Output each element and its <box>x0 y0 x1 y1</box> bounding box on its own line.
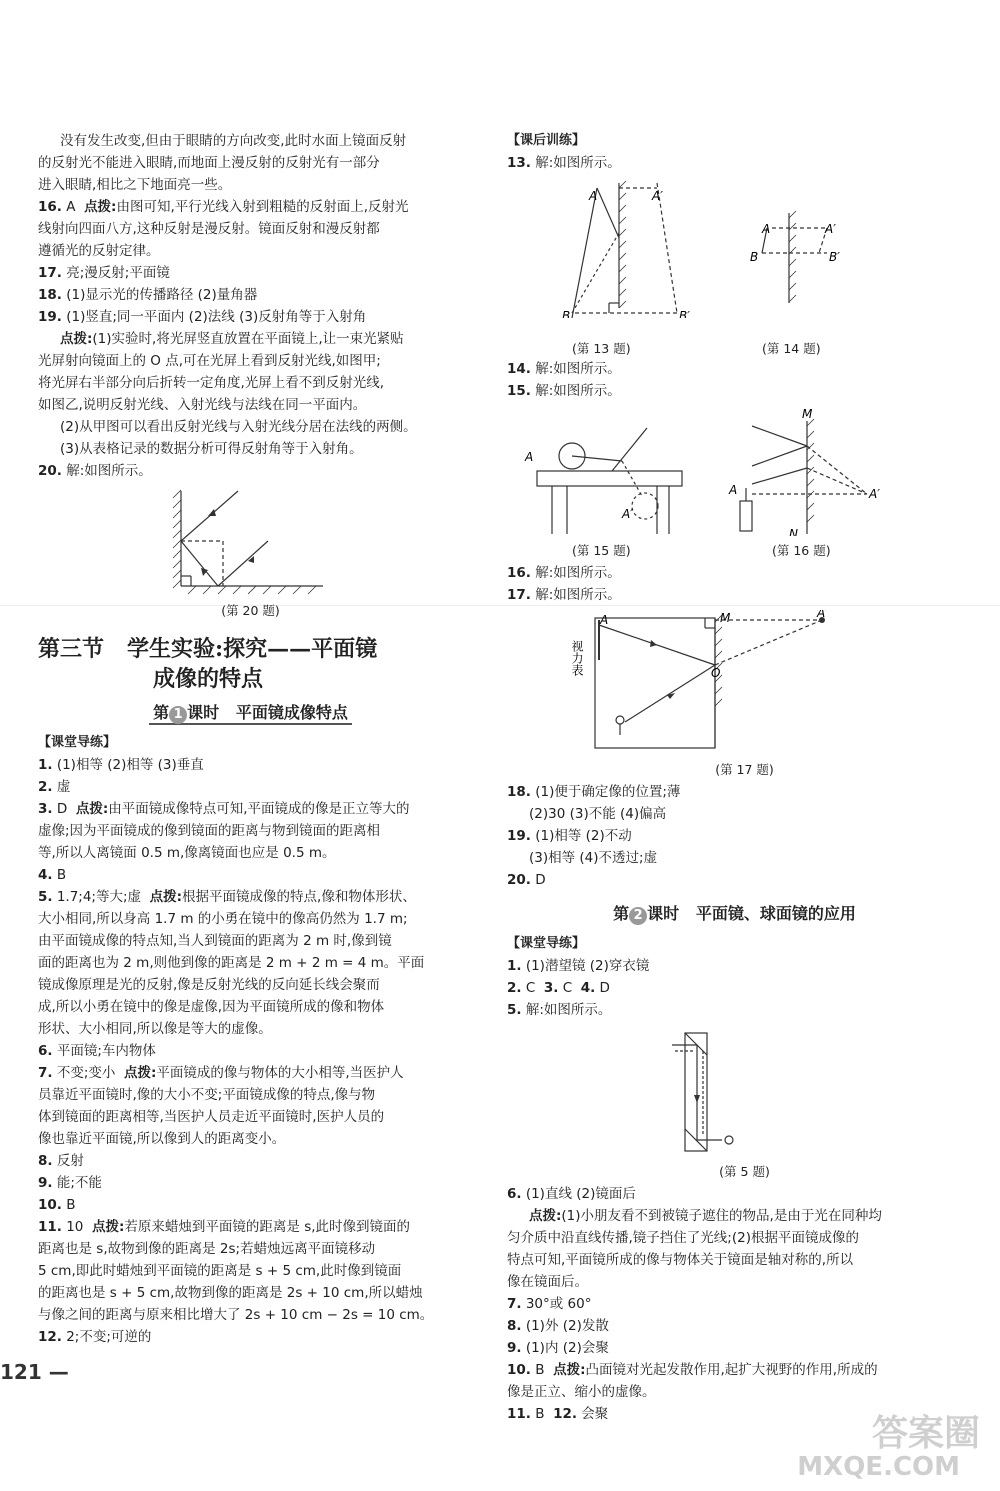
figure-caption-14: (第 14 题) <box>762 341 821 356</box>
answer-7: 7. 不变;变小 点拨:平面镜成的像与物体的大小相等,当医护人 <box>38 1065 404 1081</box>
answer-20: 20. 解:如图所示。 <box>38 463 152 479</box>
label-A-prime: A′ <box>869 487 880 501</box>
label-B: B <box>750 250 759 264</box>
mirror-diagram-20 <box>38 486 463 611</box>
answer-line: 如图乙,说明反射光线、入射光线与法线在同一平面内。 <box>38 397 367 413</box>
answer-1: 1. (1)相等 (2)相等 (3)垂直 <box>38 757 204 773</box>
watermark-logo: 答案圈 <box>871 1413 980 1454</box>
answer-2: 2. 虚 <box>38 779 71 795</box>
mirror-diagram-17 <box>507 610 962 755</box>
answer-line: 将光屏右半部分向后折转一定角度,光屏上看不到反射光线, <box>38 375 385 391</box>
answer-line: 由平面镜成像的特点知,当人到镜面的距离为 2 m 时,像到镜 <box>38 933 392 949</box>
answer-17: 17. 亮;漫反射;平面镜 <box>38 265 170 281</box>
answer-8: 8. 反射 <box>38 1153 84 1169</box>
answer-line: 点拨:(1)小朋友看不到被镜子遮住的物品,是由于光在同种均 <box>529 1208 882 1224</box>
continuation-line: 没有发生改变,但由于眼睛的方向改变,此时水面上镜面反射 <box>60 133 407 149</box>
answer-line: 等,所以人离镜面 0.5 m,像离镜面也应是 0.5 m。 <box>38 845 336 861</box>
answer-8: 8. (1)外 (2)发散 <box>507 1318 609 1334</box>
answer-line: (3)从表格记录的数据分析可得反射角等于入射角。 <box>60 441 363 457</box>
answer-5: 5. 解:如图所示。 <box>507 1002 612 1018</box>
label-N: N <box>789 527 798 536</box>
answer-line: 线射向四面八方,这种反射是漫反射。镜面反射和漫反射都 <box>38 221 380 237</box>
figure-captions-15-16 <box>507 540 962 562</box>
answer-10: 10. B 点拨:凸面镜对光起发散作用,起扩大视野的作用,所成的 <box>507 1362 878 1378</box>
figures-15-16 <box>507 406 962 536</box>
label-M: M <box>720 611 731 625</box>
answer-9: 9. (1)内 (2)会聚 <box>507 1340 609 1356</box>
label-A-prime: A′ <box>622 507 633 521</box>
answer-15: 15. 解:如图所示。 <box>507 383 621 399</box>
answer-12: 12. 2;不变;可逆的 <box>38 1329 152 1345</box>
continuation-line: 的反射光不能进入眼睛,而地面上漫反射的反射光有一部分 <box>38 155 380 171</box>
answer-line: 成,所以小勇在镜中的像是虚像,因为平面镜所成的像和物体 <box>38 999 385 1015</box>
lesson-2-heading: 第 2 课时 平面镜、球面镜的应用 <box>613 904 856 923</box>
eye-chart-label: 视力表 <box>570 640 584 676</box>
answer-20: 20. D <box>507 872 546 888</box>
answer-line: 面的距离也为 2 m,则他到像的距离是 2 m + 2 m = 4 m。平面 <box>38 955 425 971</box>
lesson-1-heading: 第 1 课时 平面镜成像特点 <box>38 702 463 724</box>
answer-17: 17. 解:如图所示。 <box>507 587 621 603</box>
label-B: B <box>562 309 571 318</box>
answer-line: (2)从甲图可以看出反射光线与入射光线分居在法线的两侧。 <box>60 419 417 435</box>
figure-17 <box>507 610 962 755</box>
page-number: 121 — <box>0 1360 69 1384</box>
figure-caption-20: (第 20 题) <box>221 603 280 618</box>
continuation-line: 进入眼睛,相比之下地面亮一些。 <box>38 177 232 193</box>
figure-caption-16: (第 16 题) <box>772 543 831 558</box>
answer-18: 18. (1)便于确定像的位置;薄 <box>507 784 681 800</box>
answer-6: 6. (1)直线 (2)镜面后 <box>507 1186 636 1202</box>
label-A: A <box>589 189 598 203</box>
answer-line: 特点可知,平面镜所成的像与物体关于镜面是轴对称的,所以 <box>507 1252 854 1268</box>
answer-line: 点拨:(1)实验时,将光屏竖直放置在平面镜上,让一束光紧贴 <box>60 331 404 347</box>
answer-10: 10. B <box>38 1197 76 1213</box>
periscope-diagram <box>507 1025 962 1157</box>
figure-caption-5: (第 5 题) <box>719 1164 770 1179</box>
answer-line: 体到镜面的距离相等,当医护人员走近平面镜时,医护人员的 <box>38 1109 385 1125</box>
label-A-prime: A′ <box>817 610 828 620</box>
answer-11: 11. 10 点拨:若原来蜡烛到平面镜的距离是 s,此时像到镜面的 <box>38 1219 411 1235</box>
answer-line: 遵循光的反射定律。 <box>38 243 160 259</box>
left-column <box>38 130 463 1348</box>
figure-caption-17: (第 17 题) <box>715 762 774 777</box>
answer-3: 3. D 点拨:由平面镜成像特点可知,平面镜成的像是正立等大的 <box>38 801 410 817</box>
answer-line: 镜成像原理是光的反射,像是反射光线的反向延长线会聚而 <box>38 977 380 993</box>
label-A-prime: A′ <box>825 222 836 236</box>
answer-line: 与像之间的距离与原来相比增大了 2s + 10 cm − 2s = 10 cm。 <box>38 1307 434 1323</box>
answer-16: 16. A 点拨:由图可知,平行光线入射到粗糙的反射面上,反射光 <box>38 199 409 215</box>
answer-line: 虚像;因为平面镜成的像到镜面的距离与物到镜面的距离相 <box>38 823 381 839</box>
figure-20 <box>38 486 463 616</box>
mirror-diagram-13-14 <box>507 178 962 318</box>
section-tag: 【课堂导练】 <box>38 735 117 750</box>
label-A: A <box>600 613 609 627</box>
label-B-prime: B′ <box>679 309 690 318</box>
answer-7: 7. 30°或 60° <box>507 1296 592 1312</box>
answer-line: 大小相同,所以身高 1.7 m 的小勇在镜中的像高仍然为 1.7 m; <box>38 911 408 927</box>
answer-2-3-4: 2. C 3. C 4. D <box>507 980 610 996</box>
answer-13: 13. 解:如图所示。 <box>507 155 621 171</box>
answer-line: 距离也是 s,故物到像的距离是 2s;若蜡烛远离平面镜移动 <box>38 1241 376 1257</box>
answer-line: (2)30 (3)不能 (4)偏高 <box>529 806 667 822</box>
label-O: O <box>711 666 721 680</box>
section-tag: 【课堂导练】 <box>507 936 586 951</box>
answer-18: 18. (1)显示光的传播路径 (2)量角器 <box>38 287 258 303</box>
lesson-number-badge: 1 <box>169 706 187 724</box>
section-subtitle: 成像的特点 <box>153 666 264 692</box>
label-A-prime: A′ <box>652 189 663 203</box>
answer-16: 16. 解:如图所示。 <box>507 565 621 581</box>
answer-line: 员靠近平面镜时,像的大小不变;平面镜成像的特点,像与物 <box>38 1087 376 1103</box>
watermark-url: MXQE.COM <box>797 1452 960 1482</box>
section-tag: 【课后训练】 <box>507 133 586 148</box>
figure-caption-13: (第 13 题) <box>572 341 631 356</box>
figure-caption-15: (第 15 题) <box>572 543 631 558</box>
answer-line: 5 cm,即此时蜡烛到平面镜的距离是 s + 5 cm,此时像到镜面 <box>38 1263 402 1279</box>
right-column <box>507 130 962 1425</box>
answer-19: 19. (1)竖直;同一平面内 (2)法线 (3)反射角等于入射角 <box>38 309 367 325</box>
figures-13-14 <box>507 178 962 356</box>
answer-line: 像在镜面后。 <box>507 1274 588 1290</box>
label-B-prime: B′ <box>829 250 840 264</box>
answer-line: (3)相等 (4)不透过;虚 <box>529 850 658 866</box>
figure-5 <box>507 1025 962 1157</box>
answer-line: 的距离也是 s + 5 cm,故物到像的距离是 2s + 10 cm,所以蜡烛 <box>38 1285 423 1301</box>
lesson-number-badge: 2 <box>629 907 647 925</box>
answer-14: 14. 解:如图所示。 <box>507 361 621 377</box>
answer-line: 像是正立、缩小的虚像。 <box>507 1384 656 1400</box>
answer-4: 4. B <box>38 867 67 883</box>
answer-19: 19. (1)相等 (2)不动 <box>507 828 632 844</box>
label-A: A <box>762 222 771 236</box>
answer-line: 形状、大小相同,所以像是等大的虚像。 <box>38 1021 272 1037</box>
answer-line: 像也靠近平面镜,所以像到人的距离变小。 <box>38 1131 286 1147</box>
label-M: M <box>802 407 813 421</box>
answer-5: 5. 1.7;4;等大;虚 点拨:根据平面镜成像的特点,像和物体形状、 <box>38 889 416 905</box>
answer-line: 光屏射向镜面上的 O 点,可在光屏上看到反射光线,如图甲; <box>38 353 381 369</box>
answer-6: 6. 平面镜;车内物体 <box>38 1043 156 1059</box>
answer-9: 9. 能;不能 <box>38 1175 102 1191</box>
answer-1: 1. (1)潜望镜 (2)穿衣镜 <box>507 958 650 974</box>
answer-line: 匀介质中沿直线传播,镜子挡住了光线;(2)根据平面镜成像的 <box>507 1230 859 1246</box>
label-A: A <box>729 483 738 497</box>
mirror-diagram-15-16 <box>507 406 962 536</box>
label-A: A <box>525 450 534 464</box>
answer-11-12: 11. B 12. 会聚 <box>507 1406 609 1422</box>
section-title: 第三节 学生实验:探究——平面镜 <box>38 636 378 662</box>
